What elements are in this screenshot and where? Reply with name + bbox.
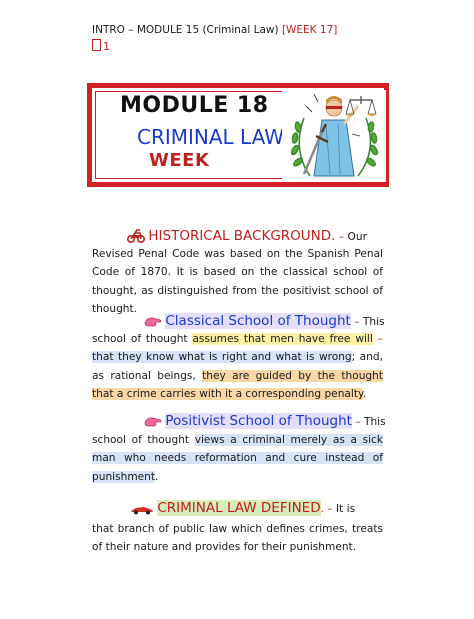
pointing-hand-icon [144,415,162,428]
historical-heading [127,228,367,244]
classical-dash: – [350,316,363,328]
motorcycle-icon [127,229,145,243]
positivist-lead: This [363,416,386,428]
definition-body: that branch of public law which defines crimes, treats of their nature and provides for their punishment. [92,523,383,554]
race-car-icon [130,503,154,515]
lady-justice-icon [282,90,386,182]
classical-title: Classical School of Thought [165,313,351,329]
positivist-dash: – [351,416,364,428]
pointing-hand-icon [144,315,162,328]
historical-lead: Our [347,231,367,243]
historical-body: Revised Penal Code was based on the Spanish Penal Code of 1870. It is based on the classical school of thought, as distinguished from the positivist school of thought. [92,248,383,315]
positivist-heading [144,413,386,429]
marker-glyph: 1 [103,40,110,53]
definition-dash: – [323,503,337,515]
glyph-box-icon [92,39,101,51]
header-week: [WEEK 17] [281,24,338,36]
classical-seg1: school of thought [92,333,193,345]
right-wrong-highlight: that they know what is right and what is wrong [92,351,352,364]
definition-title: CRIMINAL LAW DEFINED [157,500,321,516]
positivist-seg1: school of thought [92,434,195,446]
classical-body [92,330,383,403]
classical-seg7: . [362,387,367,400]
classical-lead: This [362,316,385,328]
course-title: CRIMINAL LAW [137,125,285,149]
classical-seg5: ; and, as rational beings, [92,351,383,382]
week-title: WEEK [149,150,210,171]
classical-seg3: – [372,333,383,345]
definition-heading [130,500,355,516]
historical-title: HISTORICAL BACKGROUND. [148,228,336,244]
module-title: MODULE 18 [120,93,269,118]
historical-dash: – [335,231,348,243]
positivist-seg3: . [155,470,159,483]
module-banner [87,83,389,187]
page-header [92,24,337,36]
positivist-body [92,431,383,486]
penalty-highlight: they are guided by the thought that a crime carries with it a corresponding penalty [92,369,383,400]
positivist-title: Positivist School of Thought [165,413,352,429]
free-will-highlight: assumes that men have free will [192,333,373,345]
classical-heading [144,313,385,329]
definition-period: . [320,503,324,515]
missing-glyph-marker [92,39,110,53]
definition-lead: It is [336,503,356,515]
sick-man-highlight: views a criminal merely as a sick man who needs reformation and cure instead of punishment [92,434,383,483]
header-text: INTRO – MODULE 15 (Criminal Law) [92,24,282,36]
